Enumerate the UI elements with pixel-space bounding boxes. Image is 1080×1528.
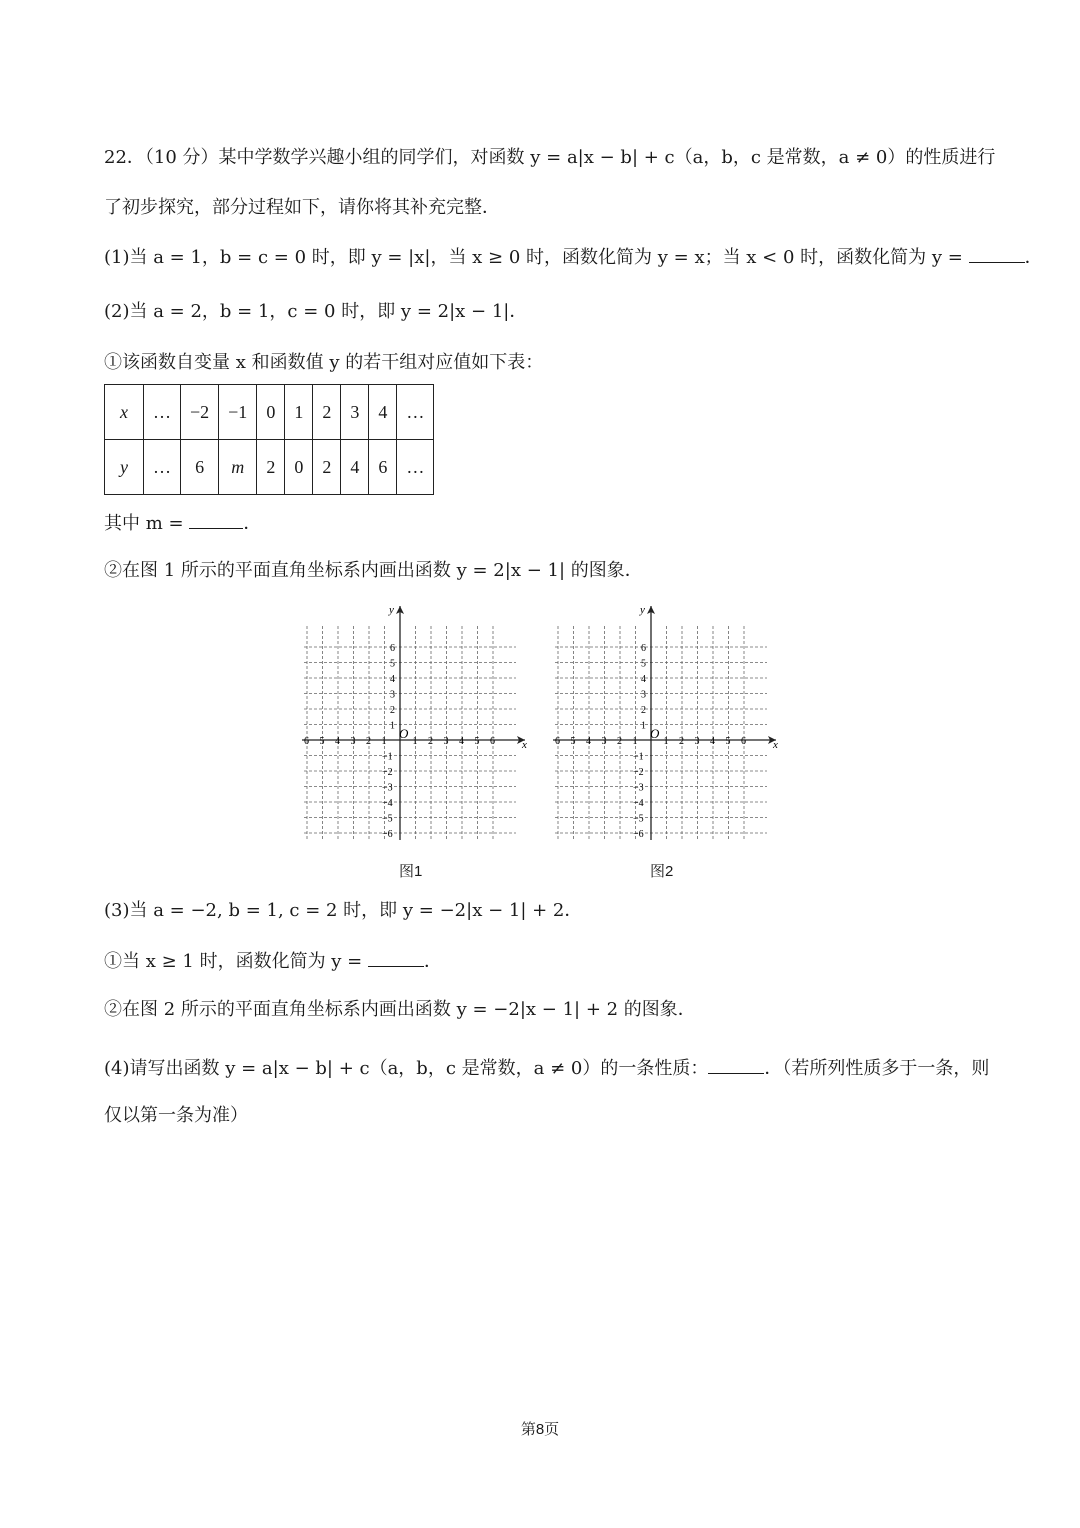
answer-blank-m[interactable] bbox=[189, 510, 243, 529]
x-tick-label: 3 bbox=[350, 736, 356, 747]
y-tick-label: −6 bbox=[633, 829, 644, 840]
x-tick-label: 4 bbox=[586, 736, 591, 747]
x-tick-label: 1 bbox=[632, 736, 638, 747]
table-cell: 4 bbox=[369, 385, 397, 440]
table-cell: m bbox=[219, 440, 257, 495]
x-tick-label: 3 bbox=[601, 736, 607, 747]
x-tick-label: 6 bbox=[490, 736, 495, 747]
y-tick-label: 1 bbox=[390, 720, 395, 732]
y-tick-label: −5 bbox=[633, 813, 644, 825]
m-label: 其中 m = bbox=[104, 513, 190, 534]
figure-2-caption: 图2 bbox=[650, 863, 674, 880]
y-tick-label: 1 bbox=[641, 720, 646, 732]
x-tick-label: 5 bbox=[570, 736, 576, 747]
table-cell: −1 bbox=[219, 385, 257, 440]
part4-note: ．（若所列性质多于一条，则 bbox=[764, 1058, 990, 1079]
x-tick-label: 5 bbox=[319, 736, 325, 747]
y-tick-label: −5 bbox=[382, 813, 393, 825]
question-stem-line1: 22．（10 分）某中学数学兴趣小组的同学们，对函数 y = a|x − b| + c（a，b，c 是常数，a ≠ 0）的性质进行 bbox=[104, 147, 996, 168]
y-tick-label: 5 bbox=[390, 658, 395, 670]
table-cell: −2 bbox=[181, 385, 219, 440]
y-tick-label: −6 bbox=[382, 829, 393, 840]
answer-blank-4[interactable] bbox=[708, 1055, 764, 1074]
x-tick-label: 1 bbox=[412, 736, 418, 747]
x-tick-label: 4 bbox=[335, 736, 340, 747]
table-cell: 0 bbox=[285, 440, 313, 495]
x-tick-label: 2 bbox=[366, 736, 371, 747]
y-tick-label: −4 bbox=[382, 798, 393, 809]
y-tick-label: −1 bbox=[382, 751, 393, 763]
table-cell: 2 bbox=[313, 440, 341, 495]
value-table bbox=[104, 384, 434, 495]
part4-text bbox=[104, 1055, 989, 1081]
table-row-x bbox=[105, 385, 434, 440]
part1-period: ． bbox=[1024, 247, 1043, 268]
answer-blank-3[interactable] bbox=[368, 948, 424, 967]
y-tick-label: 4 bbox=[641, 674, 646, 685]
y-tick-label: −2 bbox=[382, 767, 393, 778]
m-period: ． bbox=[243, 513, 262, 534]
question-stem-line2: 了初步探究，部分过程如下，请你将其补充完整． bbox=[104, 197, 500, 218]
table-cell: … bbox=[144, 385, 181, 440]
part2-sub1-text: ①该函数自变量 x 和函数值 y 的若干组对应值如下表： bbox=[104, 352, 544, 373]
y-tick-label: 5 bbox=[641, 658, 646, 670]
table-cell: … bbox=[144, 440, 181, 495]
x-tick-label: 6 bbox=[555, 736, 560, 747]
table-cell: … bbox=[397, 385, 434, 440]
part3-sub1-text bbox=[104, 948, 442, 974]
table-cell: 2 bbox=[313, 385, 341, 440]
x-tick-label: 1 bbox=[663, 736, 669, 747]
part1-sentence: (1)当 a = 1，b = c = 0 时，即 y = |x|，当 x ≥ 0 时，函数化简为 y = x；当 x < 0 时，函数化简为 y = bbox=[104, 247, 969, 268]
part2-text: (2)当 a = 2，b = 1，c = 0 时，即 y = 2|x − 1|． bbox=[104, 301, 528, 322]
part3-sub2-text: ②在图 2 所示的平面直角坐标系内画出函数 y = −2|x − 1| + 2 的图象． bbox=[104, 999, 696, 1020]
y-tick-label: −3 bbox=[382, 782, 393, 794]
table-row-y bbox=[105, 440, 434, 495]
table-cell: … bbox=[397, 440, 434, 495]
y-tick-label: 4 bbox=[390, 674, 395, 685]
table-cell: 2 bbox=[257, 440, 285, 495]
part3-text: (3)当 a = −2, b = 1, c = 2 时，即 y = −2|x − 1| + 2． bbox=[104, 900, 583, 921]
y-tick-label: 2 bbox=[641, 705, 646, 716]
x-tick-label: 4 bbox=[459, 736, 464, 747]
origin-label: O bbox=[399, 726, 409, 741]
coordinate-grid-1[interactable] bbox=[300, 600, 532, 845]
coordinate-grid-2[interactable] bbox=[551, 600, 783, 845]
figure-1-caption: 图1 bbox=[399, 863, 423, 880]
x-axis-label: x bbox=[773, 739, 778, 751]
table-cell: 6 bbox=[181, 440, 219, 495]
answer-blank-1[interactable] bbox=[969, 244, 1025, 263]
x-tick-label: 4 bbox=[710, 736, 715, 747]
table-header-y: y bbox=[105, 440, 144, 495]
x-tick-label: 6 bbox=[741, 736, 746, 747]
x-tick-label: 2 bbox=[679, 736, 684, 747]
y-axis-label: y bbox=[389, 604, 394, 616]
y-tick-label: −2 bbox=[633, 767, 644, 778]
table-header-x: x bbox=[105, 385, 144, 440]
part4-text-line2: 仅以第一条为准） bbox=[104, 1105, 248, 1126]
part2-sub2-text: ②在图 1 所示的平面直角坐标系内画出函数 y = 2|x − 1| 的图象． bbox=[104, 560, 643, 581]
table-cell: 1 bbox=[285, 385, 313, 440]
m-answer-line bbox=[104, 510, 261, 536]
y-tick-label: −4 bbox=[633, 798, 644, 809]
x-axis-label: x bbox=[522, 739, 527, 751]
part1-text bbox=[104, 244, 1043, 270]
y-tick-label: 2 bbox=[390, 705, 395, 716]
y-tick-label: 3 bbox=[390, 689, 395, 701]
table-cell: 3 bbox=[341, 385, 369, 440]
y-tick-label: 3 bbox=[641, 689, 646, 701]
table-cell: 0 bbox=[257, 385, 285, 440]
x-tick-label: 5 bbox=[474, 736, 480, 747]
y-tick-label: −1 bbox=[633, 751, 644, 763]
x-tick-label: 1 bbox=[381, 736, 387, 747]
y-axis-label: y bbox=[640, 604, 645, 616]
x-tick-label: 3 bbox=[443, 736, 449, 747]
y-tick-label: −3 bbox=[633, 782, 644, 794]
y-tick-label: 6 bbox=[641, 643, 646, 654]
table-cell: 6 bbox=[369, 440, 397, 495]
x-tick-label: 2 bbox=[428, 736, 433, 747]
x-tick-label: 5 bbox=[725, 736, 731, 747]
part3-sub1-sentence: ①当 x ≥ 1 时，函数化简为 y = bbox=[104, 951, 368, 972]
y-tick-label: 6 bbox=[390, 643, 395, 654]
part3-sub1-period: ． bbox=[424, 951, 442, 972]
part4-sentence: (4)请写出函数 y = a|x − b| + c（a，b，c 是常数，a ≠ 0）的一条性质： bbox=[104, 1058, 709, 1079]
x-tick-label: 3 bbox=[694, 736, 700, 747]
x-tick-label: 2 bbox=[617, 736, 622, 747]
table-cell: 4 bbox=[341, 440, 369, 495]
x-tick-label: 6 bbox=[304, 736, 309, 747]
origin-label: O bbox=[650, 726, 660, 741]
page-number: 第8页 bbox=[520, 1421, 560, 1438]
